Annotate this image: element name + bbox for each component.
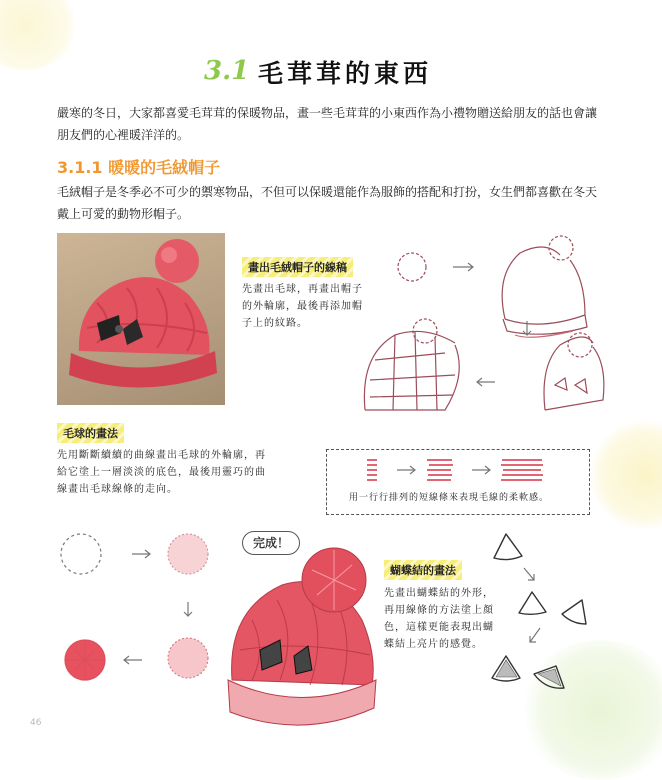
texture-caption: 用一行行排列的短線條來表現毛線的柔軟感。 [349, 493, 550, 503]
arrow-left-icon [477, 378, 495, 386]
arrow-left-icon [124, 656, 142, 664]
pompom-method-text: 先用斷斷續續的曲線畫出毛球的外輪廓，再給它塗上一層淡淡的底色，最後用靈巧的曲線畫出毛球線條的走向。 [57, 450, 266, 495]
arrow-down-icon [530, 628, 540, 642]
arrow-right-icon [472, 466, 490, 474]
finished-hat-illustration [222, 540, 382, 740]
chapter-title: 毛茸茸的東西 [258, 59, 433, 88]
arrow-down-icon [184, 602, 192, 616]
decor-flower-right [590, 420, 662, 530]
bow-steps [484, 528, 604, 698]
tag-bow-method: 蝴蝶結的畫法 [384, 560, 462, 580]
chapter-number: 3.1 [204, 56, 250, 86]
hat-photo-drawing [57, 233, 225, 405]
texture-demo-box [326, 449, 590, 515]
page-number: 46 [30, 718, 42, 728]
section-paragraph: 毛絨帽子是冬季必不可少的禦寒物品，不但可以保暖還能作為服飾的搭配和打扮，女生們都喜歡在冬天戴上可愛的動物形帽子。 [57, 185, 598, 221]
hat-photo [57, 233, 225, 405]
hat-outline-text: 先畫出毛球，再畫出帽子的外輪廓，最後再添加帽子上的紋路。 [242, 284, 363, 329]
arrow-down-icon [524, 568, 534, 580]
tag-hat-outline: 畫出毛絨帽子的線稿 [242, 257, 353, 277]
pompom-steps [57, 530, 237, 690]
hat-outline-sequence [355, 235, 615, 415]
decor-flower-top-left [0, 0, 80, 70]
intro-paragraph: 嚴寒的冬日，大家都喜愛毛茸茸的保暖物品，畫一些毛茸茸的小東西作為小禮物贈送給朋友的話也會讓朋友們的心裡暖洋洋的。 [57, 106, 598, 142]
tag-pompom-method: 毛球的畫法 [57, 423, 124, 443]
section-title: 3.1.1 暖暖的毛絨帽子 [57, 158, 221, 177]
arrow-right-icon [132, 550, 150, 558]
complete-bubble: 完成！ [242, 531, 300, 555]
arrow-right-icon [453, 263, 473, 271]
arrow-right-icon [397, 466, 415, 474]
bow-method-text: 先畫出蝴蝶結的外形，再用線條的方法塗上顏色，這樣更能表現出蝴蝶結上亮片的感覺。 [384, 588, 494, 650]
